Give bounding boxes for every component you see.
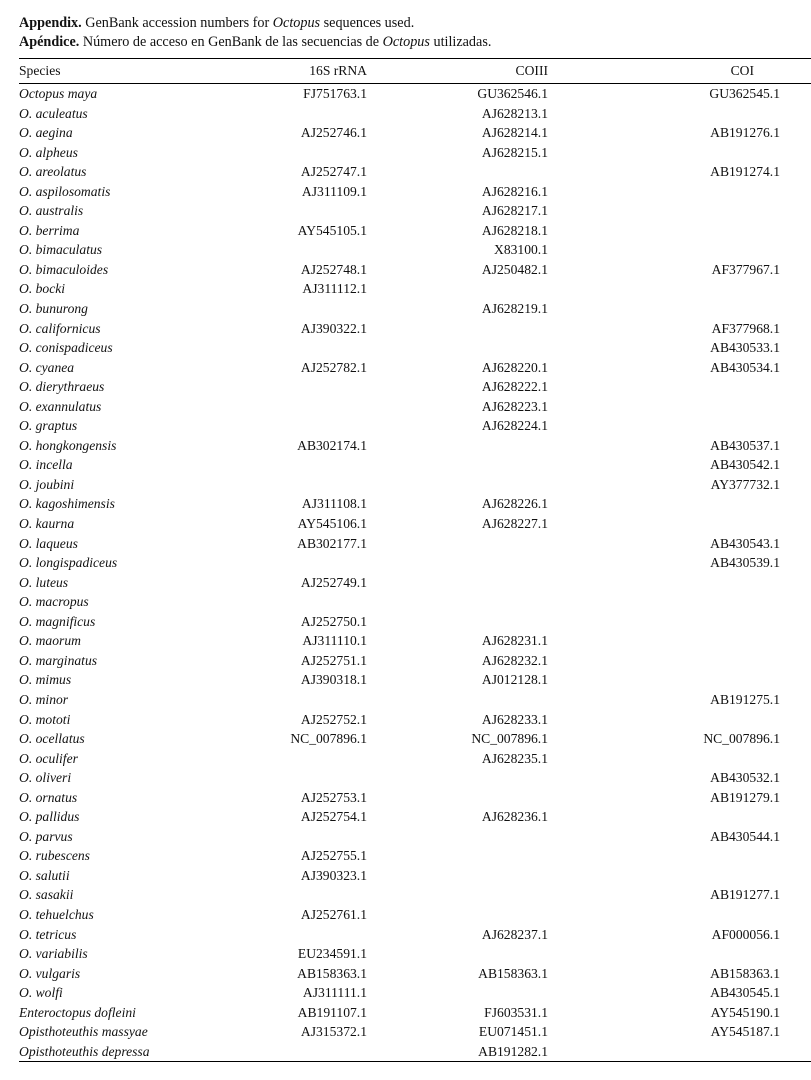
coiii-cell	[373, 592, 577, 612]
coi-cell	[577, 944, 811, 964]
header-coi	[577, 59, 811, 84]
table-row	[19, 1042, 811, 1062]
rrna-16s-cell	[219, 749, 373, 769]
species-cell: O. ocellatus	[19, 731, 85, 747]
species-cell: O. maorum	[19, 633, 81, 649]
table-row	[19, 710, 811, 730]
table-row	[19, 729, 811, 749]
coi-cell	[577, 201, 811, 221]
rrna-16s-cell	[219, 377, 373, 397]
coi-cell: AB191275.1	[710, 691, 780, 707]
rrna-16s-cell	[219, 553, 373, 573]
header-16s-rrna-label: 16S rRNA	[309, 63, 367, 78]
table-row	[19, 788, 811, 808]
coi-cell: AF377968.1	[711, 320, 780, 336]
table-row	[19, 377, 811, 397]
coi-cell	[577, 573, 811, 593]
coiii-cell: AJ628227.1	[481, 516, 548, 532]
coiii-cell	[373, 436, 577, 456]
coi-cell: AB158363.1	[710, 965, 780, 981]
rrna-16s-cell	[219, 768, 373, 788]
species-cell: Octopus maya	[19, 86, 98, 101]
species-cell: O. bunurong	[19, 301, 88, 317]
species-cell: O. bimaculoides	[19, 261, 109, 277]
rrna-16s-cell: AJ252747.1	[300, 164, 367, 180]
rrna-16s-cell	[219, 592, 373, 612]
table-row	[19, 104, 811, 124]
coiii-cell: AJ628223.1	[481, 398, 548, 414]
coiii-cell	[373, 866, 577, 886]
table-row	[19, 240, 811, 260]
table-row	[19, 455, 811, 475]
rrna-16s-cell	[219, 690, 373, 710]
coi-cell: AB430545.1	[710, 985, 780, 1001]
table-row	[19, 749, 811, 769]
rrna-16s-cell: AB158363.1	[297, 965, 367, 981]
coi-cell	[577, 104, 811, 124]
table-row	[19, 925, 811, 945]
rrna-16s-cell: AJ252746.1	[300, 125, 367, 141]
coiii-cell	[373, 905, 577, 925]
coiii-cell: AJ628237.1	[481, 926, 548, 942]
coiii-cell: AJ628218.1	[481, 222, 548, 238]
coiii-cell: AJ628224.1	[481, 418, 548, 434]
species-cell: O. minor	[19, 691, 69, 707]
species-cell: O. conispadiceus	[19, 340, 113, 356]
species-cell: O. variabilis	[19, 946, 88, 962]
species-cell: O. magnificus	[19, 613, 96, 629]
species-cell: O. vulgaris	[19, 965, 81, 981]
rrna-16s-cell: AJ390322.1	[300, 320, 367, 336]
rrna-16s-cell: AJ252748.1	[300, 261, 367, 277]
coi-cell: AB430534.1	[710, 359, 780, 375]
species-cell: O. hongkongensis	[19, 437, 117, 453]
coi-cell	[577, 807, 811, 827]
coiii-cell	[373, 475, 577, 495]
coiii-cell: AJ628214.1	[481, 125, 548, 141]
header-coi-label: COI	[730, 63, 754, 78]
table-row	[19, 534, 811, 554]
coi-cell: AY545190.1	[710, 1004, 780, 1020]
table-row	[19, 670, 811, 690]
rrna-16s-cell: AB302174.1	[297, 437, 367, 453]
rrna-16s-cell: AJ315372.1	[300, 1024, 367, 1040]
coi-cell: GU362545.1	[709, 86, 780, 101]
coi-cell: AB191279.1	[710, 789, 780, 805]
table-row	[19, 592, 811, 612]
coiii-cell	[373, 768, 577, 788]
rrna-16s-cell	[219, 299, 373, 319]
coiii-cell: AJ628217.1	[481, 203, 548, 219]
coiii-cell: AJ628222.1	[481, 379, 548, 395]
coiii-cell: FJ603531.1	[484, 1004, 548, 1020]
table-row	[19, 651, 811, 671]
coiii-cell	[373, 534, 577, 554]
caption-spanish-text-1: Número de acceso en GenBank de las secuencias de	[79, 34, 383, 50]
rrna-16s-cell: AJ252755.1	[300, 848, 367, 864]
coi-cell	[577, 299, 811, 319]
accession-table	[19, 58, 811, 1062]
coiii-cell: AJ628226.1	[481, 496, 548, 512]
coiii-cell	[373, 944, 577, 964]
species-cell: O. tehuelchus	[19, 906, 94, 922]
coiii-cell: GU362546.1	[477, 86, 548, 101]
species-cell: O. areolatus	[19, 164, 87, 180]
coi-cell	[577, 494, 811, 514]
rrna-16s-cell: AB191107.1	[297, 1004, 367, 1020]
table-row	[19, 84, 811, 104]
coiii-cell: AB158363.1	[478, 965, 548, 981]
table-row	[19, 397, 811, 417]
species-cell: O. laqueus	[19, 535, 78, 551]
rrna-16s-cell: AJ252754.1	[300, 809, 367, 825]
coi-cell	[577, 651, 811, 671]
species-cell: O. incella	[19, 457, 73, 473]
coiii-cell	[373, 690, 577, 710]
caption-spanish	[19, 33, 811, 52]
caption-spanish-text-2: utilizadas.	[429, 34, 492, 50]
coi-cell	[577, 612, 811, 632]
species-cell: O. longispadiceus	[19, 555, 118, 571]
species-cell: O. alpheus	[19, 144, 78, 160]
coi-cell	[577, 279, 811, 299]
coi-cell	[577, 240, 811, 260]
coi-cell	[577, 592, 811, 612]
caption-spanish-label: Apéndice.	[19, 34, 80, 50]
coi-cell: AB191276.1	[710, 125, 780, 141]
table-row	[19, 358, 811, 378]
species-cell: O. berrima	[19, 222, 80, 238]
table-header	[19, 59, 811, 84]
header-coiii	[373, 59, 577, 84]
table-row	[19, 827, 811, 847]
rrna-16s-cell	[219, 827, 373, 847]
table-row	[19, 260, 811, 280]
caption-english-text-2: sequences used.	[320, 15, 415, 31]
table-row	[19, 319, 811, 339]
coiii-cell	[373, 827, 577, 847]
coiii-cell	[373, 846, 577, 866]
table-row	[19, 573, 811, 593]
caption-english-genus: Octopus	[272, 15, 321, 31]
coi-cell: AB430544.1	[710, 828, 780, 844]
rrna-16s-cell	[219, 1042, 373, 1062]
caption-spanish-genus: Octopus	[382, 34, 430, 50]
table-row	[19, 162, 811, 182]
rrna-16s-cell: FJ751763.1	[303, 86, 367, 101]
table-row	[19, 436, 811, 456]
coi-cell: AB191277.1	[710, 887, 780, 903]
table-row	[19, 494, 811, 514]
coiii-cell: EU071451.1	[478, 1024, 548, 1040]
rrna-16s-cell	[219, 885, 373, 905]
rrna-16s-cell	[219, 143, 373, 163]
rrna-16s-cell: NC_007896.1	[290, 731, 367, 747]
coi-cell	[577, 1042, 811, 1062]
table-row	[19, 279, 811, 299]
caption-english	[19, 14, 811, 33]
table-row	[19, 631, 811, 651]
species-cell: O. mototi	[19, 711, 71, 727]
table-row	[19, 612, 811, 632]
coi-cell	[577, 710, 811, 730]
header-16s-rrna	[219, 59, 373, 84]
coiii-cell: AJ628231.1	[481, 633, 548, 649]
coiii-cell: AJ628220.1	[481, 359, 548, 375]
rrna-16s-cell	[219, 925, 373, 945]
coiii-cell: NC_007896.1	[471, 731, 548, 747]
rrna-16s-cell: AJ252751.1	[300, 652, 367, 668]
table-row	[19, 123, 811, 143]
coiii-cell	[373, 885, 577, 905]
table-row	[19, 1003, 811, 1023]
caption-english-label: Appendix.	[19, 15, 82, 31]
coiii-cell: AJ628216.1	[481, 183, 548, 199]
coi-cell	[577, 416, 811, 436]
species-cell: O. australis	[19, 203, 84, 219]
species-cell: O. rubescens	[19, 848, 90, 864]
rrna-16s-cell: AJ390318.1	[300, 672, 367, 688]
species-cell: O. parvus	[19, 828, 73, 844]
rrna-16s-cell: AJ311112.1	[302, 281, 367, 297]
rrna-16s-cell: AB302177.1	[297, 535, 367, 551]
coi-cell: AY545187.1	[710, 1024, 780, 1040]
table-row	[19, 299, 811, 319]
table-row	[19, 944, 811, 964]
coi-cell: NC_007896.1	[703, 731, 780, 747]
coi-cell: AB430533.1	[710, 340, 780, 356]
table-row	[19, 983, 811, 1003]
coi-cell	[577, 631, 811, 651]
rrna-16s-cell: AJ311108.1	[301, 496, 367, 512]
coiii-cell	[373, 788, 577, 808]
species-cell: Opisthoteuthis massyae	[19, 1024, 148, 1040]
species-cell: O. oculifer	[19, 750, 78, 766]
coi-cell	[577, 182, 811, 202]
rrna-16s-cell	[219, 475, 373, 495]
coi-cell: AB430537.1	[710, 437, 780, 453]
species-cell: O. marginatus	[19, 652, 98, 668]
coi-cell	[577, 143, 811, 163]
coiii-cell	[373, 319, 577, 339]
rrna-16s-cell: AY545106.1	[297, 516, 367, 532]
coi-cell	[577, 397, 811, 417]
species-cell: O. bocki	[19, 281, 66, 297]
rrna-16s-cell: EU234591.1	[297, 946, 367, 962]
header-coiii-label: COIII	[515, 63, 548, 78]
table-row	[19, 846, 811, 866]
species-cell: O. oliveri	[19, 770, 72, 786]
rrna-16s-cell	[219, 338, 373, 358]
species-cell: O. mimus	[19, 672, 72, 688]
species-cell: O. aegina	[19, 125, 73, 141]
document-page	[19, 14, 811, 1062]
coiii-cell: AJ628219.1	[481, 301, 548, 317]
species-cell: O. joubini	[19, 476, 75, 492]
rrna-16s-cell: AJ311111.1	[302, 985, 367, 1001]
table-row	[19, 807, 811, 827]
rrna-16s-cell: AJ252750.1	[300, 613, 367, 629]
rrna-16s-cell: AJ252749.1	[300, 574, 367, 590]
table-row	[19, 338, 811, 358]
table-body	[19, 84, 811, 1062]
table-row	[19, 1022, 811, 1042]
table-row	[19, 885, 811, 905]
table-row	[19, 182, 811, 202]
species-cell: O. graptus	[19, 418, 78, 434]
species-cell: Opisthoteuthis depressa	[19, 1042, 219, 1062]
table-row	[19, 866, 811, 886]
coiii-cell: AJ628232.1	[481, 652, 548, 668]
table-row	[19, 553, 811, 573]
species-cell: O. macropus	[19, 594, 89, 610]
header-species: Species	[19, 59, 219, 84]
coi-cell	[577, 514, 811, 534]
rrna-16s-cell: AJ311110.1	[302, 633, 367, 649]
coi-cell: AF377967.1	[711, 261, 780, 277]
rrna-16s-cell: AY545105.1	[297, 222, 367, 238]
species-cell: O. dierythraeus	[19, 379, 105, 395]
rrna-16s-cell: AJ252753.1	[300, 789, 367, 805]
coi-cell	[577, 670, 811, 690]
table-row	[19, 475, 811, 495]
coiii-cell: AJ628236.1	[481, 809, 548, 825]
coiii-cell: X83100.1	[494, 242, 548, 258]
rrna-16s-cell	[219, 240, 373, 260]
coi-cell: AB430532.1	[710, 770, 780, 786]
species-cell: O. luteus	[19, 574, 69, 590]
coiii-cell	[373, 553, 577, 573]
coiii-cell	[373, 983, 577, 1003]
species-cell: O. tetricus	[19, 926, 77, 942]
species-cell: Enteroctopus dofleini	[19, 1004, 136, 1020]
coi-cell	[577, 866, 811, 886]
rrna-16s-cell: AJ252761.1	[300, 906, 367, 922]
rrna-16s-cell	[219, 201, 373, 221]
rrna-16s-cell	[219, 416, 373, 436]
coi-cell	[577, 377, 811, 397]
coiii-cell: AJ628235.1	[481, 750, 548, 766]
rrna-16s-cell: AJ252782.1	[300, 359, 367, 375]
table-row	[19, 905, 811, 925]
rrna-16s-cell: AJ311109.1	[301, 183, 367, 199]
coiii-cell: AJ250482.1	[481, 261, 548, 277]
species-cell: O. kaurna	[19, 516, 75, 532]
species-cell: O. cyanea	[19, 359, 75, 375]
coiii-cell: AJ628233.1	[481, 711, 548, 727]
table-row	[19, 201, 811, 221]
rrna-16s-cell: AJ252752.1	[300, 711, 367, 727]
coi-cell	[577, 846, 811, 866]
coiii-cell	[373, 612, 577, 632]
table-row	[19, 690, 811, 710]
species-cell: O. kagoshimensis	[19, 496, 115, 512]
species-cell: O. salutii	[19, 867, 70, 883]
coiii-cell	[373, 338, 577, 358]
table-row	[19, 416, 811, 436]
species-cell: O. californicus	[19, 320, 101, 336]
rrna-16s-cell	[219, 397, 373, 417]
coi-cell	[577, 749, 811, 769]
coi-cell: AB430543.1	[710, 535, 780, 551]
coi-cell: AB430542.1	[710, 457, 780, 473]
coi-cell: AF000056.1	[711, 926, 780, 942]
coi-cell: AB430539.1	[710, 555, 780, 571]
coi-cell: AB191274.1	[710, 164, 780, 180]
coiii-cell: AJ012128.1	[481, 672, 548, 688]
coiii-cell	[373, 162, 577, 182]
species-cell: O. wolfi	[19, 985, 63, 1001]
species-cell: O. aculeatus	[19, 105, 88, 121]
table-row	[19, 221, 811, 241]
coi-cell: AY377732.1	[710, 476, 780, 492]
coi-cell	[577, 221, 811, 241]
coiii-cell	[373, 455, 577, 475]
table-row	[19, 514, 811, 534]
rrna-16s-cell	[219, 104, 373, 124]
table-row	[19, 768, 811, 788]
rrna-16s-cell	[219, 455, 373, 475]
caption-english-text-1: GenBank accession numbers for	[81, 15, 273, 31]
coiii-cell	[373, 573, 577, 593]
species-cell: O. bimaculatus	[19, 242, 103, 258]
species-cell: O. pallidus	[19, 809, 80, 825]
coi-cell	[577, 905, 811, 925]
table-row	[19, 964, 811, 984]
coiii-cell	[373, 279, 577, 299]
species-cell: O. sasakii	[19, 887, 74, 903]
species-cell: O. ornatus	[19, 789, 78, 805]
species-cell: O. exannulatus	[19, 398, 102, 414]
coiii-cell: AJ628215.1	[481, 144, 548, 160]
table-row	[19, 143, 811, 163]
header-row	[19, 59, 811, 84]
coiii-cell: AB191282.1	[373, 1042, 577, 1062]
species-cell: O. aspilosomatis	[19, 183, 111, 199]
coiii-cell: AJ628213.1	[481, 105, 548, 121]
rrna-16s-cell: AJ390323.1	[300, 867, 367, 883]
